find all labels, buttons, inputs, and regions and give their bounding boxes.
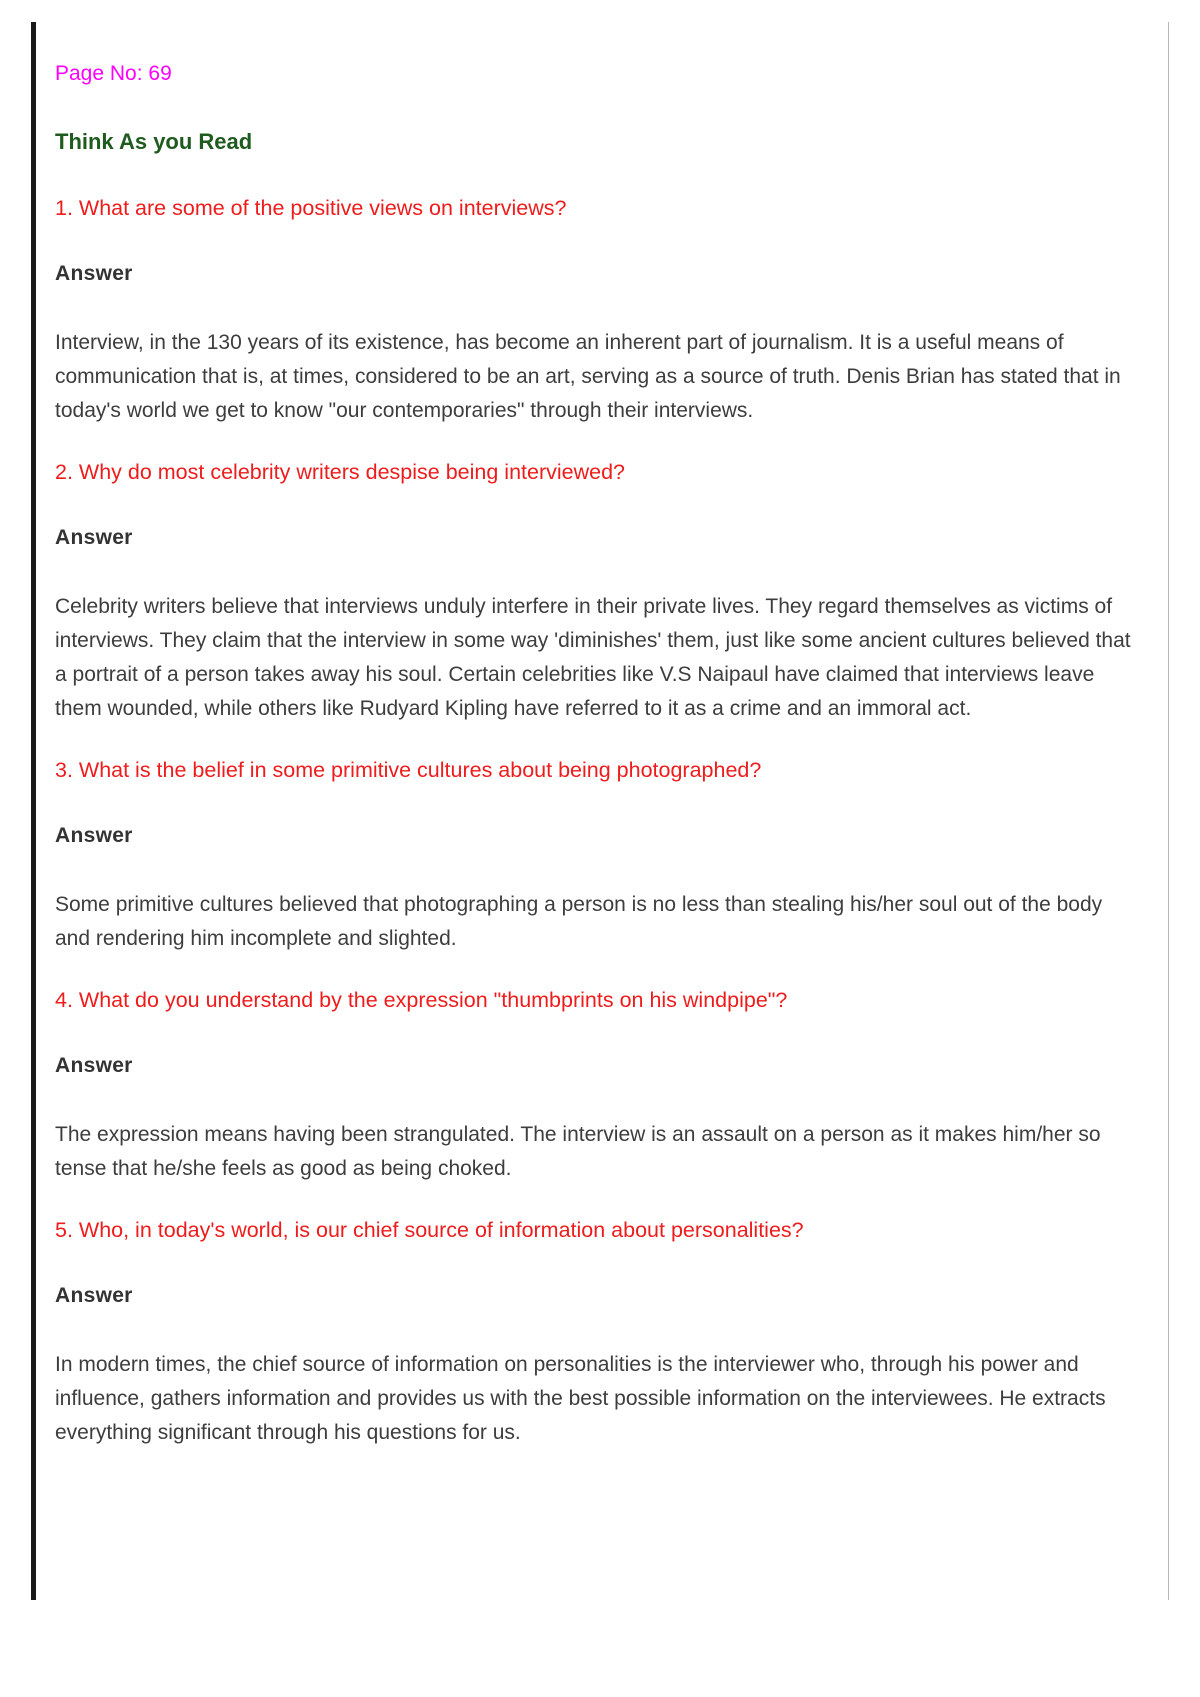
answer-label-4: Answer <box>55 1054 133 1077</box>
question-1: 1. What are some of the positive views on interviews? <box>55 196 567 220</box>
question-4: 4. What do you understand by the expression "thumbprints on his windpipe"? <box>55 988 788 1012</box>
answer-text-1: Interview, in the 130 years of its existence, has become an inherent part of journalism. It is a useful means of communication that is, at times, considered to be an art, serving as a source of truth. Denis Brian has stated that in today's world we get to know "our contemporaries" through their interviews. <box>55 331 1121 422</box>
question-3: 3. What is the belief in some primitive cultures about being photographed? <box>55 758 762 782</box>
page-number: Page No: 69 <box>55 62 172 85</box>
answer-label-2: Answer <box>55 526 133 549</box>
answer-text-5: In modern times, the chief source of information on personalities is the interviewer who, through his power and influence, gathers information and provides us with the best possible information on the interviewees. He extracts everything significant through his questions for us. <box>55 1353 1106 1444</box>
question-5: 5. Who, in today's world, is our chief source of information about personalities? <box>55 1218 804 1242</box>
content-area <box>55 60 1135 1480</box>
left-border-rule <box>31 22 36 1600</box>
answer-text-2: Celebrity writers believe that interviews unduly interfere in their private lives. They regard themselves as victims of interviews. They claim that the interview in some way 'diminishes' them, just like some ancient cultures believed that a portrait of a person takes away his soul. Certain celebrities like V.S Naipaul have claimed that interviews leave them wounded, while others like Rudyard Kipling have referred to it as a crime and an immoral act. <box>55 595 1131 720</box>
section-heading: Think As you Read <box>55 129 253 154</box>
question-2: 2. Why do most celebrity writers despise being interviewed? <box>55 460 626 484</box>
right-border-rule <box>1168 22 1169 1600</box>
answer-text-4: The expression means having been strangulated. The interview is an assault on a person as it makes him/her so tense that he/she feels as good as being choked. <box>55 1123 1101 1180</box>
answer-label-5: Answer <box>55 1284 133 1307</box>
answer-text-3: Some primitive cultures believed that photographing a person is no less than stealing his/her soul out of the body and rendering him incomplete and slighted. <box>55 893 1103 950</box>
answer-label-3: Answer <box>55 824 133 847</box>
answer-label-1: Answer <box>55 262 133 285</box>
